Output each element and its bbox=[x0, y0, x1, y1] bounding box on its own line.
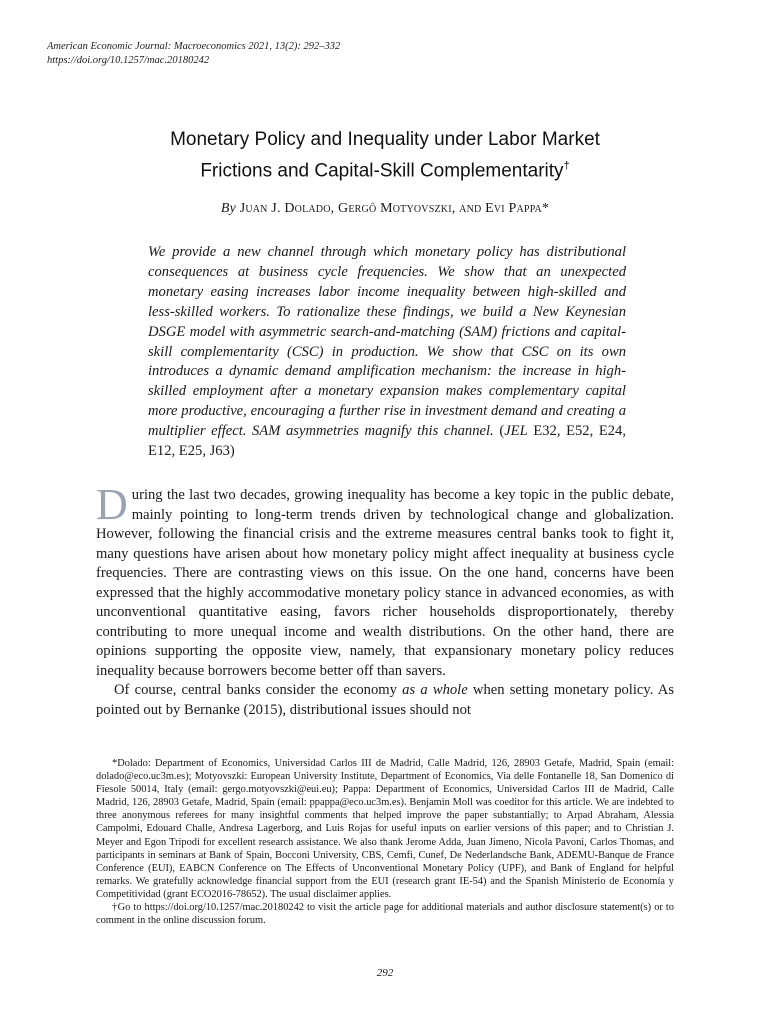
footnote-dagger: †Go to https://doi.org/10.1257/mac.20180242 to visit the article page for additional materials and author disclosure statement(s) or to comment in the online discussion forum. bbox=[96, 902, 674, 927]
paragraph-2-start: Of course, central banks consider the economy bbox=[114, 682, 403, 698]
footnote-star: *Dolado: Department of Economics, Universidad Carlos III de Madrid, Calle Madrid, 126, 28903 Getafe, Madrid, Spain (email: dolado@eco.uc3m.es); Motyovszki: European University Institute, Department of Economics, Via delle Fontanelle 18, San Domenico di Fiesole 50014, Italy (email: gergo.motyovszki@eui.eu); Pappa: Department of Economics, Universidad Carlos III de Madrid, Calle Madrid, 126, 28903 Getafe, Madrid, Spain (email: ppappa@eco.uc3m.es). Benjamin Moll was coeditor for this article. We are indebted to three anonymous referees for many insightful comments that helped improve the paper substantially; to Arpad Abraham, Alessia Campolmi, Edouard Challe, Andresa Lagerborg, and Luis Rojas for useful inputs on earlier versions of this paper; and to Christian J. Meyer and Egon Tripodi for excellent research assistance. We also thank Jerome Adda, Juan Jimeno, Nicola Pavoni, Carlos Thomas, and participants in seminars at Bank of Spain, Bocconi University, CBS, Cemfi, Cunef, De Nederlandsche Bank, ADEMU-Banque de France Conference (EUI), EABCN Conference on The Effects of Unconventional Monetary Policy (UPF), and Bank of England for helpful remarks. We gratefully acknowledge financial support from the EUI (research grant IE-54) and the Spanish Ministerio de Economía y Competitividad (grant ECO2016-78652). The usual disclaimer applies. bbox=[96, 758, 674, 900]
doi-link[interactable]: https://doi.org/10.1257/mac.20180242 bbox=[47, 55, 210, 66]
journal-citation: American Economic Journal: Macroeconomics 2021, 13(2): 292–332 bbox=[47, 41, 341, 52]
abstract-text: We provide a new channel through which monetary policy has distributional consequences at business cycle frequencies. We show that an unexpected monetary easing increases labor income inequality between high-skilled and less-skilled workers. To rationalize these findings, we build a New Keynesian DSGE model with asymmetric search-and-matching (SAM) frictions and capital-skill complementarity (CSC) in production. We show that CSC on its own introduces a dynamic demand amplification mechanism: the increase in high-skilled employment after a monetary expansion makes complementary capital more productive, encouraging a further rise in investment demand and creating a multiplier effect. SAM asymmetries magnify this channel. bbox=[148, 244, 626, 440]
jel-code-list: E32, E52, E24, E12, E25, J63 bbox=[148, 423, 626, 460]
author-names: Juan J. Dolado, Gergő Motyovszki, and Evi Pappa bbox=[239, 201, 542, 216]
author-line bbox=[60, 201, 710, 217]
paragraph-2 bbox=[96, 681, 674, 720]
jel-codes: (JEL E32, E52, E24, E12, E25, J63) bbox=[148, 423, 626, 460]
paragraph-2-emphasis: as a whole bbox=[402, 682, 468, 698]
jel-label: JEL bbox=[504, 423, 528, 440]
paragraph-1 bbox=[96, 480, 674, 681]
body-text bbox=[96, 480, 674, 720]
title-line-1: Monetary Policy and Inequality under Labor Market bbox=[170, 129, 600, 150]
title-line-2 bbox=[60, 153, 710, 184]
drop-cap: D bbox=[96, 480, 128, 529]
title-line-2-text: Frictions and Capital-Skill Complementarity bbox=[200, 160, 564, 182]
journal-header bbox=[47, 40, 340, 68]
abstract bbox=[148, 243, 626, 462]
paper-title bbox=[60, 127, 710, 184]
author-footnote-mark: * bbox=[541, 201, 550, 216]
paragraph-2-end: when setting monetary policy. As pointed out by Bernanke (2015), distributional issues should not bbox=[96, 682, 674, 718]
paragraph-1-text: uring the last two decades, growing inequality has become a key topic in the public debate, mainly pointing to long-term trends driven by technological change and globalization. However, following the financial crisis and the extreme measures central banks took to fight it, many questions have arisen about how monetary policy might affect inequality at business cycle frequencies. There are contrasting views on this issue. On the one hand, concerns have been expressed that the highly accommodative monetary policy stance in advanced economies, as with unconventional quantitative easing, favors richer households disproportionately, thereby contributing to more unequal income and wealth distributions. On the other hand, there are opinions supporting the opposite view, namely, that expansionary monetary policy reduces inequality because borrowers become better off than savers. bbox=[96, 487, 674, 679]
page-number: 292 bbox=[376, 967, 394, 979]
title-dagger: † bbox=[563, 160, 570, 172]
by-label: By bbox=[220, 201, 236, 216]
footnotes bbox=[96, 757, 674, 927]
